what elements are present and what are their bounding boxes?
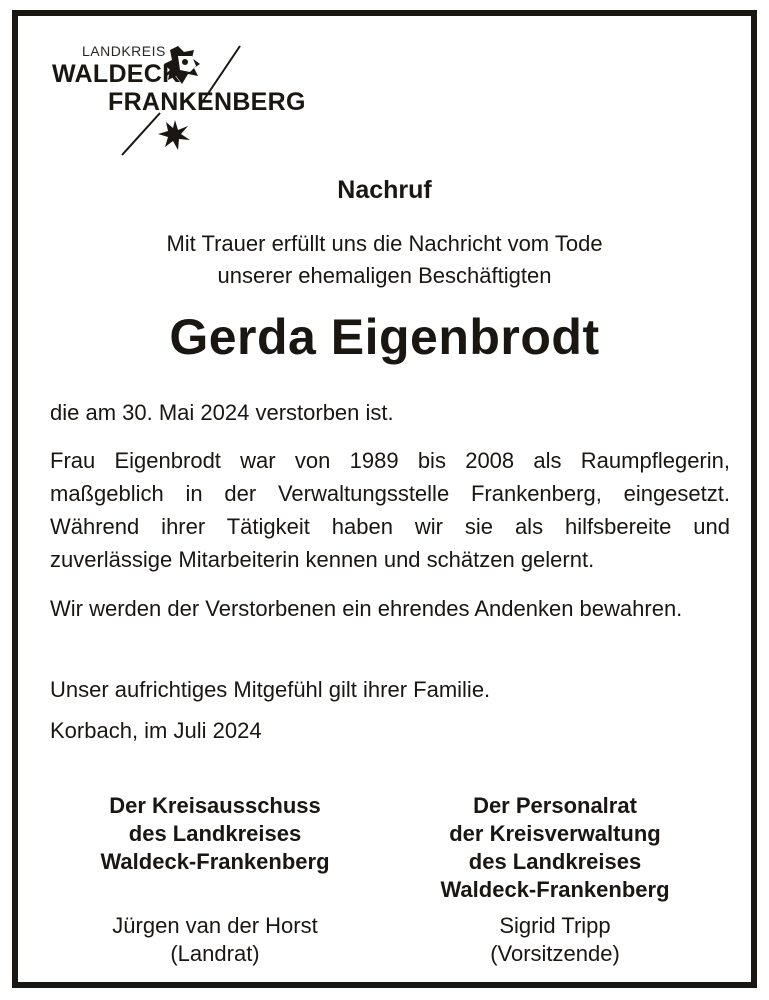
logo-text-waldeck: WALDECK: [52, 60, 181, 88]
paragraph-career: Frau Eigenbrodt war von 1989 bis 2008 als Raumpflegerin, maßgeblich in der Verwaltungsstelle Frankenberg, eingesetzt. Während ihrer Tätigkeit haben wir sie als hilfsbereite und zuverlässige Mitarbeiterin kennen und schätzen gelernt.: [50, 448, 730, 572]
signature-staff-council: [390, 792, 720, 904]
signature-org-line: Waldeck-Frankenberg: [100, 849, 330, 874]
paragraph-remembrance: Wir werden der Verstorbenen ein ehrendes Andenken bewahren.: [50, 596, 683, 621]
notice-intro: [18, 228, 751, 292]
star-icon: [158, 120, 190, 150]
signature-org-line: des Landkreises: [468, 849, 642, 874]
signatory-district-committee: [50, 912, 380, 968]
paragraph-death-date: die am 30. Mai 2024 verstorben ist.: [50, 400, 394, 425]
signatory-name: Sigrid Tripp: [499, 913, 611, 938]
signatory-role: (Landrat): [170, 941, 260, 966]
signatory-name: Jürgen van der Horst: [112, 913, 318, 938]
logo-text-frankenberg: FRANKENBERG: [108, 88, 306, 116]
intro-line-1: Mit Trauer erfüllt uns die Nachricht vom Tode: [166, 231, 603, 256]
logo-diagonal-bottom: [122, 113, 160, 155]
obituary-frame: [12, 10, 757, 988]
signature-org-line: Waldeck-Frankenberg: [440, 877, 670, 902]
district-logo: [18, 16, 318, 186]
signature-org-line: Der Personalrat: [473, 793, 637, 818]
intro-line-2: unserer ehemaligen Beschäftigten: [217, 263, 552, 288]
signature-district-committee: [50, 792, 380, 876]
signatory-role: (Vorsitzende): [490, 941, 620, 966]
signature-org-line: der Kreisverwaltung: [449, 821, 661, 846]
notice-heading: Nachruf: [337, 176, 432, 204]
deceased-name: Gerda Eigenbrodt: [169, 309, 600, 365]
paragraph-place-date: Korbach, im Juli 2024: [50, 718, 262, 743]
signature-org-line: Der Kreisausschuss: [109, 793, 321, 818]
signature-org-line: des Landkreises: [128, 821, 302, 846]
paragraph-condolence: Unser aufrichtiges Mitgefühl gilt ihrer Familie.: [50, 677, 491, 702]
signatory-staff-council: [390, 912, 720, 968]
logo-text-landkreis: LANDKREIS: [82, 43, 166, 59]
